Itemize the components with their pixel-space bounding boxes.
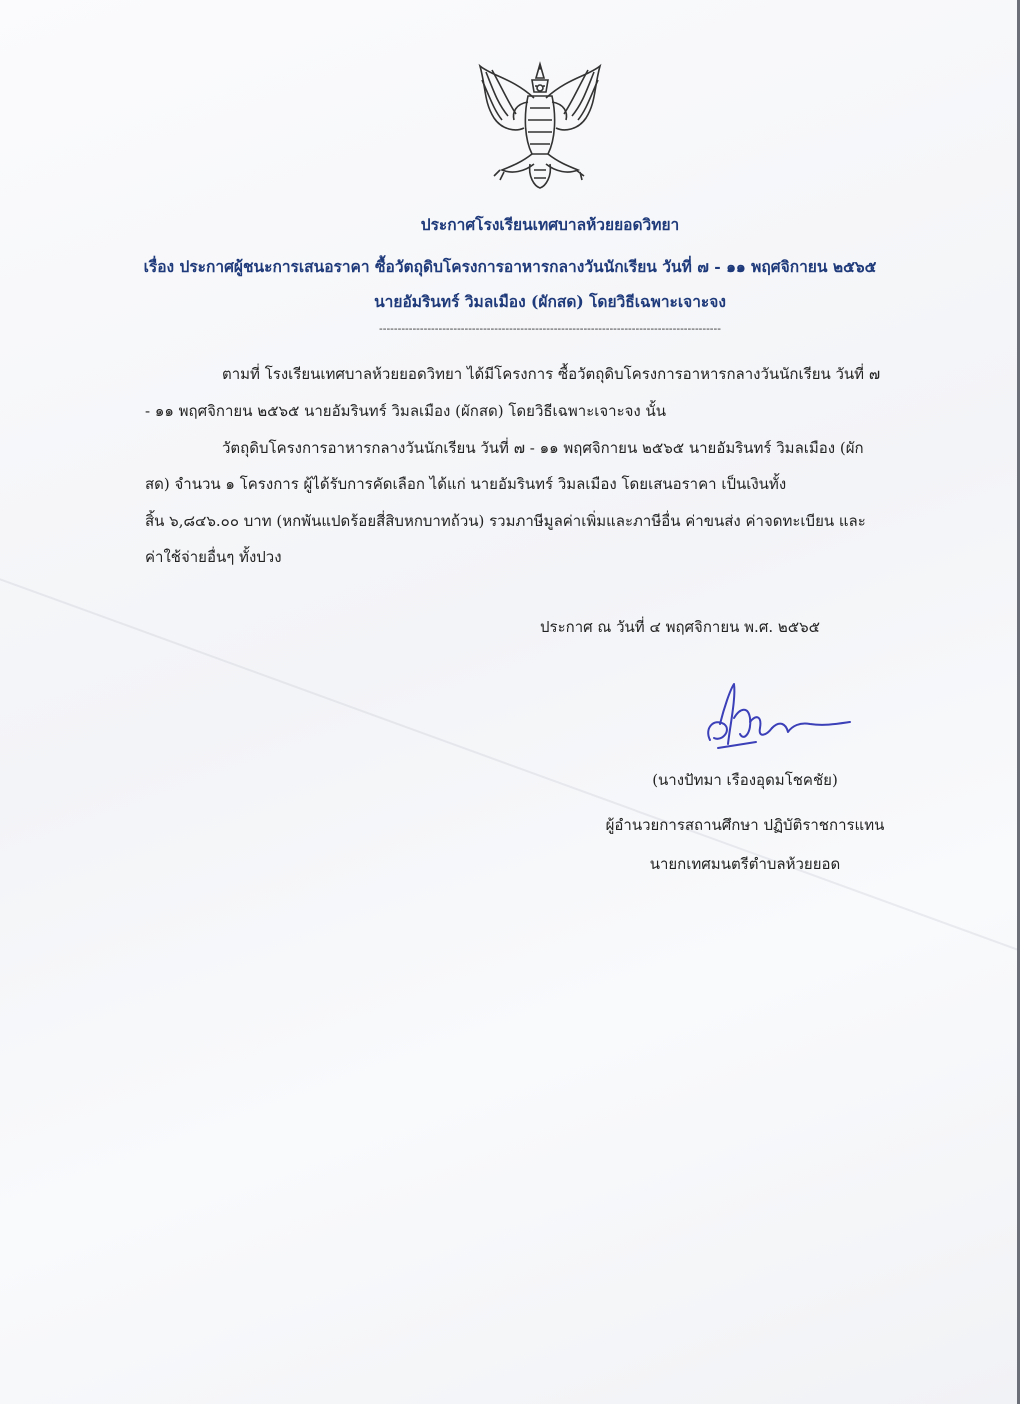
document-subject-line2: นายอัมรินทร์ วิมลเมือง (ผักสด) โดยวิธีเฉพาะเจาะจง bbox=[374, 292, 726, 311]
paper-crease bbox=[0, 560, 1020, 972]
body-paragraph-1-line-1: ตามที่ โรงเรียนเทศบาลห้วยยอดวิทยา ได้มีโครงการ ซื้อวัตถุดิบโครงการอาหารกลางวันนักเรียน วันที่ ๗ bbox=[222, 365, 881, 383]
signer-position: ผู้อำนวยการสถานศึกษา ปฏิบัติราชการแทน bbox=[605, 816, 885, 834]
divider-line: -------------------------------------------------------------------------------------------- bbox=[379, 322, 721, 335]
body-paragraph-2-line-2: สด) จำนวน ๑ โครงการ ผู้ได้รับการคัดเลือก ได้แก่ นายอัมรินทร์ วิมลเมือง โดยเสนอราคา เป็นเงินทั้ง bbox=[145, 475, 787, 493]
document-subject: เรื่อง ประกาศผู้ชนะการเสนอราคา ซื้อวัตถุดิบโครงการอาหารกลางวันนักเรียน วันที่ ๗ - ๑๑ พฤศจิกายน ๒๕๖๕ bbox=[143, 257, 877, 276]
body-paragraph-2-line-4: ค่าใช้จ่ายอื่นๆ ทั้งปวง bbox=[145, 548, 282, 566]
body-paragraph-2-line-3: สิ้น ๖,๘๔๖.๐๐ บาท (หกพันแปดร้อยสี่สิบหกบาทถ้วน) รวมภาษีมูลค่าเพิ่มและภาษีอื่น ค่าขนส่ง ค่าจดทะเบียน และ bbox=[145, 512, 866, 530]
signer-name: (นางปัทมา เรืองอุดมโชคชัย) bbox=[652, 771, 838, 789]
body-paragraph-2-line-1: วัตถุดิบโครงการอาหารกลางวันนักเรียน วันที่ ๗ - ๑๑ พฤศจิกายน ๒๕๖๕ นายอัมรินทร์ วิมลเมือง (ผัก bbox=[222, 439, 864, 457]
signer-position-line2: นายกเทศมนตรีตำบลห้วยยอด bbox=[649, 855, 841, 873]
document-title: ประกาศโรงเรียนเทศบาลห้วยยอดวิทยา bbox=[420, 215, 680, 234]
garuda-emblem-icon bbox=[472, 58, 608, 194]
handwritten-signature-icon bbox=[700, 678, 860, 758]
announcement-date: ประกาศ ณ วันที่ ๔ พฤศจิกายน พ.ศ. ๒๕๖๕ bbox=[540, 618, 820, 636]
body-paragraph-1-line-2: - ๑๑ พฤศจิกายน ๒๕๖๕ นายอัมรินทร์ วิมลเมือง (ผักสด) โดยวิธีเฉพาะเจาะจง นั้น bbox=[145, 402, 667, 420]
